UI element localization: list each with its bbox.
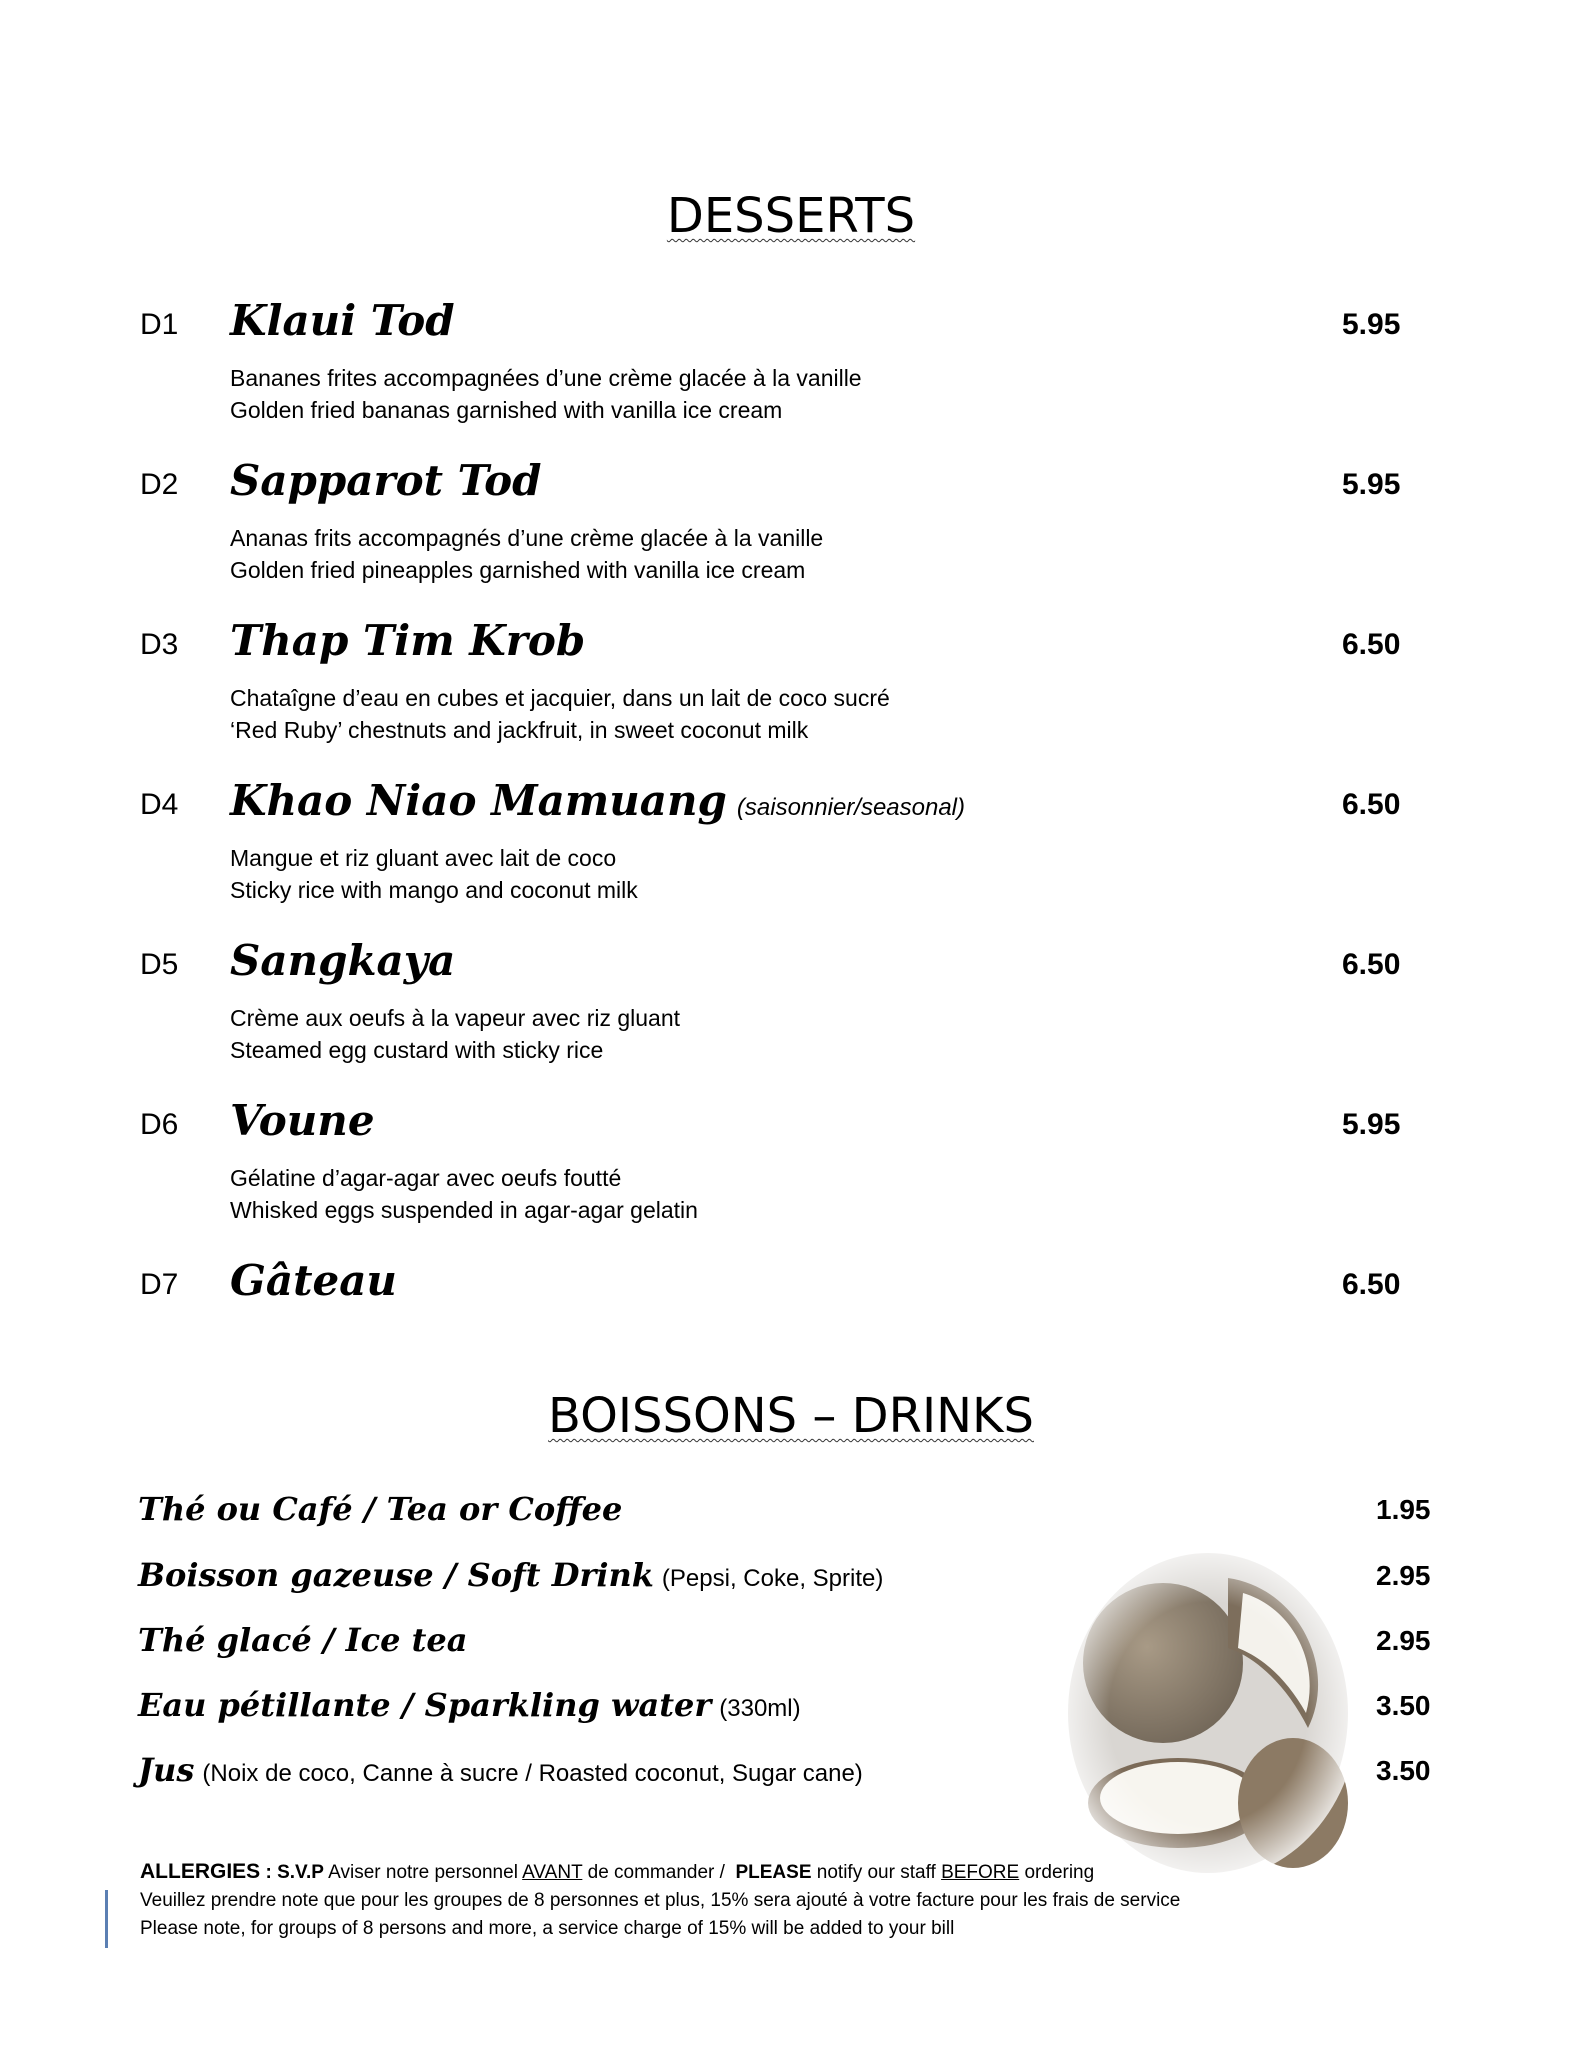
drink-price: 2.95 xyxy=(1376,1625,1431,1656)
coconut-icon xyxy=(1058,1548,1358,1878)
dessert-description xyxy=(230,1002,680,1066)
svp-text: : S.V.P xyxy=(265,1862,324,1883)
dessert-code: D6 xyxy=(140,1108,179,1141)
drink-item xyxy=(0,1490,1582,1540)
dessert-name xyxy=(230,456,541,505)
description-en: Sticky rice with mango and coconut milk xyxy=(230,877,638,903)
dessert-code: D7 xyxy=(140,1268,179,1301)
drink-price: 3.50 xyxy=(1376,1755,1431,1786)
dessert-name xyxy=(230,936,455,985)
drink-name xyxy=(138,1490,622,1528)
please-text: PLEASE xyxy=(735,1862,812,1883)
dessert-description xyxy=(230,522,823,586)
description-en: Whisked eggs suspended in agar-agar gelatin xyxy=(230,1197,698,1223)
dessert-name xyxy=(230,616,585,665)
dessert-name-text: Khao Niao Mamuang xyxy=(230,776,727,825)
drink-name xyxy=(138,1686,801,1724)
margin-bar xyxy=(105,1890,108,1948)
dessert-name-text: Gâteau xyxy=(230,1256,397,1305)
drink-name-text: Eau pétillante / Sparkling water xyxy=(138,1686,712,1724)
dessert-description xyxy=(230,1162,698,1226)
dessert-price: 5.95 xyxy=(1342,308,1401,341)
drink-name xyxy=(138,1621,467,1659)
dessert-name xyxy=(230,776,965,825)
description-fr: Ananas frits accompagnés d’une crème glacée à la vanille xyxy=(230,525,824,551)
drink-note: (330ml) xyxy=(719,1695,801,1722)
dessert-name-text: Voune xyxy=(230,1096,375,1145)
drink-price: 3.50 xyxy=(1376,1690,1431,1721)
dessert-price: 5.95 xyxy=(1342,1108,1401,1141)
description-fr: Gélatine d’agar-agar avec oeufs foutté xyxy=(230,1165,622,1191)
description-fr: Crème aux oeufs à la vapeur avec riz gluant xyxy=(230,1005,681,1031)
dessert-code: D1 xyxy=(140,308,179,341)
allergy-en-1: notify our staff xyxy=(816,1862,936,1883)
description-en: Steamed egg custard with sticky rice xyxy=(230,1037,604,1063)
dessert-name-text: Thap Tim Krob xyxy=(230,616,586,665)
dessert-price: 6.50 xyxy=(1342,788,1401,821)
allergies-label: ALLERGIES xyxy=(140,1860,261,1883)
dessert-code: D3 xyxy=(140,628,179,661)
allergy-fr-2: de commander / xyxy=(587,1862,725,1883)
drink-name-text: Thé ou Café / Tea or Coffee xyxy=(138,1490,623,1528)
drink-name xyxy=(138,1751,863,1789)
description-en: Golden fried pineapples garnished with vanilla ice cream xyxy=(230,557,806,583)
coconut-image xyxy=(1058,1548,1358,1878)
allergy-en-2: ordering xyxy=(1024,1862,1095,1883)
allergy-fr-1: Aviser notre personnel xyxy=(328,1862,518,1883)
dessert-code: D2 xyxy=(140,468,179,501)
dessert-name xyxy=(230,1256,397,1305)
drink-note: (Pepsi, Coke, Sprite) xyxy=(661,1565,884,1592)
dessert-description xyxy=(230,682,890,746)
allergy-avant: AVANT xyxy=(522,1862,583,1883)
description-en: ‘Red Ruby’ chestnuts and jackfruit, in sweet coconut milk xyxy=(230,717,809,743)
drink-note: (Noix de coco, Canne à sucre / Roasted coconut, Sugar cane) xyxy=(202,1760,863,1787)
dessert-name-text: Klaui Tod xyxy=(230,296,455,345)
dessert-name xyxy=(230,296,455,345)
allergy-before: BEFORE xyxy=(941,1862,1020,1883)
dessert-price: 6.50 xyxy=(1342,628,1401,661)
allergies-line xyxy=(140,1858,1180,1887)
drink-name-text: Boisson gazeuse / Soft Drink xyxy=(138,1556,654,1594)
service-charge-en: Please note, for groups of 8 persons and more, a service charge of 15% will be added to your bill xyxy=(140,1918,955,1939)
drinks-title: BOISSONS – DRINKS xyxy=(548,1388,1034,1444)
footer-notes xyxy=(140,1858,1180,1943)
service-charge-fr: Veuillez prendre note que pour les groupes de 8 personnes et plus, 15% sera ajouté à votre facture pour les frais de service xyxy=(140,1890,1181,1911)
drink-name xyxy=(138,1556,883,1594)
drink-name-text: Jus xyxy=(138,1751,195,1789)
dessert-price: 5.95 xyxy=(1342,468,1401,501)
drink-price: 2.95 xyxy=(1376,1560,1431,1591)
dessert-code: D5 xyxy=(140,948,179,981)
dessert-description xyxy=(230,842,638,906)
dessert-code: D4 xyxy=(140,788,179,821)
drink-name-text: Thé glacé / Ice tea xyxy=(138,1621,468,1659)
dessert-price: 6.50 xyxy=(1342,948,1401,981)
dessert-name-text: Sangkaya xyxy=(230,936,456,985)
description-fr: Mangue et riz gluant avec lait de coco xyxy=(230,845,617,871)
description-en: Golden fried bananas garnished with vanilla ice cream xyxy=(230,397,783,423)
drink-price: 1.95 xyxy=(1376,1494,1431,1525)
dessert-name xyxy=(230,1096,375,1145)
dessert-description xyxy=(230,362,862,426)
description-fr: Bananes frites accompagnées d’une crème glacée à la vanille xyxy=(230,365,862,391)
description-fr: Chataîgne d’eau en cubes et jacquier, dans un lait de coco sucré xyxy=(230,685,890,711)
desserts-title: DESSERTS xyxy=(666,188,916,244)
dessert-price: 6.50 xyxy=(1342,1268,1401,1301)
dessert-name-text: Sapparot Tod xyxy=(230,456,542,505)
seasonal-note: (saisonnier/seasonal) xyxy=(736,794,966,821)
